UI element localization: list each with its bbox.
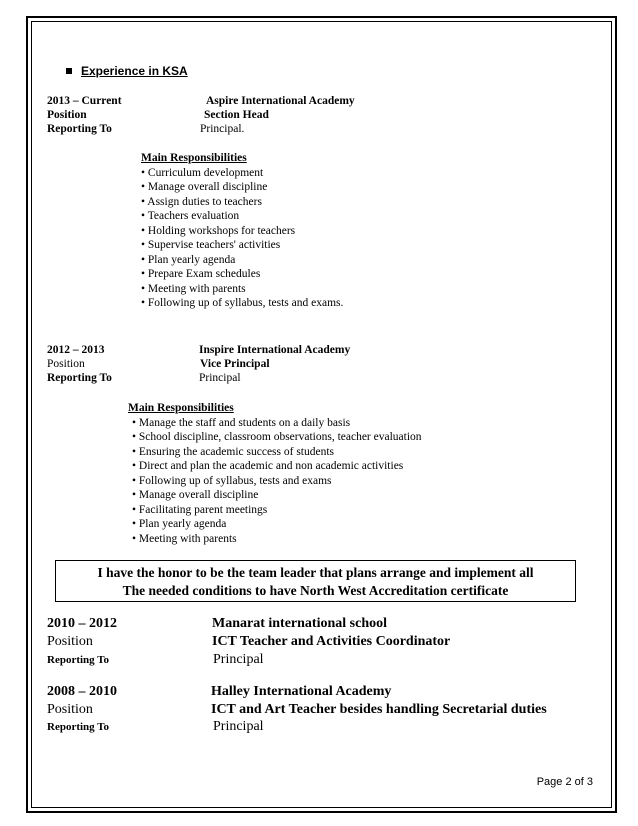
job1-reporting: Principal. — [200, 123, 245, 135]
job2-responsibilities — [128, 401, 422, 546]
list-item: • Assign duties to teachers — [141, 195, 262, 208]
list-item: • Following up of syllabus, tests and exams. — [141, 297, 344, 309]
job1-responsibilities-title: Main Responsibilities — [141, 152, 247, 164]
list-item: • Following up of syllabus, tests and exams — [132, 474, 332, 487]
list-item: • Ensuring the academic success of students — [132, 445, 335, 458]
list-item: • Manage overall discipline — [141, 181, 268, 193]
job4-employer: Halley International Academy — [211, 684, 392, 699]
job4-reporting: Principal — [213, 719, 264, 734]
list-item: • Plan yearly agenda — [132, 518, 227, 530]
list-item: • Plan yearly agenda — [141, 253, 236, 266]
list-item: • School discipline, classroom observations, teacher evaluation — [132, 431, 422, 443]
highlight-line-1: I have the honor to be the team leader that plans arrange and implement all — [97, 565, 534, 580]
job3-period: 2010 – 2012 — [47, 616, 117, 631]
section-heading — [66, 64, 188, 78]
job4-position-label: Position — [47, 702, 93, 717]
job1-position: Section Head — [204, 109, 269, 121]
list-item: • Prepare Exam schedules — [141, 268, 261, 280]
job4-position: ICT and Art Teacher besides handling Secretarial duties — [211, 702, 547, 717]
job2-reporting: Principal — [199, 372, 241, 384]
list-item: • Supervise teachers' activities — [141, 239, 281, 251]
job1-reporting-label: Reporting To — [47, 123, 112, 135]
job1-responsibilities-list — [141, 166, 343, 311]
job2-reporting-label: Reporting To — [47, 372, 112, 384]
job3-employer: Manarat international school — [212, 616, 387, 631]
list-item: • Manage overall discipline — [132, 489, 259, 501]
job1-period: 2013 – Current — [47, 95, 122, 107]
list-item: • Teachers evaluation — [141, 210, 240, 222]
job3-position-label: Position — [47, 634, 93, 649]
job2-position-label: Position — [47, 358, 85, 370]
highlight-line-2: The needed conditions to have North West Accreditation certificate — [122, 583, 509, 598]
accreditation-highlight-box — [55, 560, 576, 602]
job2-position: Vice Principal — [200, 358, 270, 370]
job2-period: 2012 – 2013 — [47, 344, 105, 356]
job1-position-label: Position — [47, 109, 87, 121]
job2-responsibilities-list — [128, 416, 422, 547]
page-number: Page 2 of 3 — [536, 776, 593, 788]
job2-employer: Inspire International Academy — [199, 344, 351, 356]
job3-reporting-label: Reporting To — [47, 654, 110, 666]
job3-reporting: Principal — [213, 652, 264, 667]
section-heading-text: Experience in KSA — [81, 64, 188, 78]
job3-position: ICT Teacher and Activities Coordinator — [212, 634, 451, 649]
job4-period: 2008 – 2010 — [47, 684, 117, 699]
list-item: • Direct and plan the academic and non academic activities — [132, 460, 404, 472]
list-item: • Manage the staff and students on a daily basis — [132, 416, 351, 429]
list-item: • Holding workshops for teachers — [141, 224, 296, 237]
list-item: • Meeting with parents — [141, 282, 246, 295]
list-item: • Meeting with parents — [132, 532, 237, 545]
job4-reporting-label: Reporting To — [47, 721, 110, 733]
square-bullet-icon — [66, 68, 72, 74]
list-item: • Curriculum development — [141, 166, 264, 179]
job2-responsibilities-title: Main Responsibilities — [128, 402, 234, 414]
list-item: • Facilitating parent meetings — [132, 503, 268, 516]
job1-employer: Aspire International Academy — [206, 95, 355, 107]
job1-responsibilities — [141, 151, 343, 311]
